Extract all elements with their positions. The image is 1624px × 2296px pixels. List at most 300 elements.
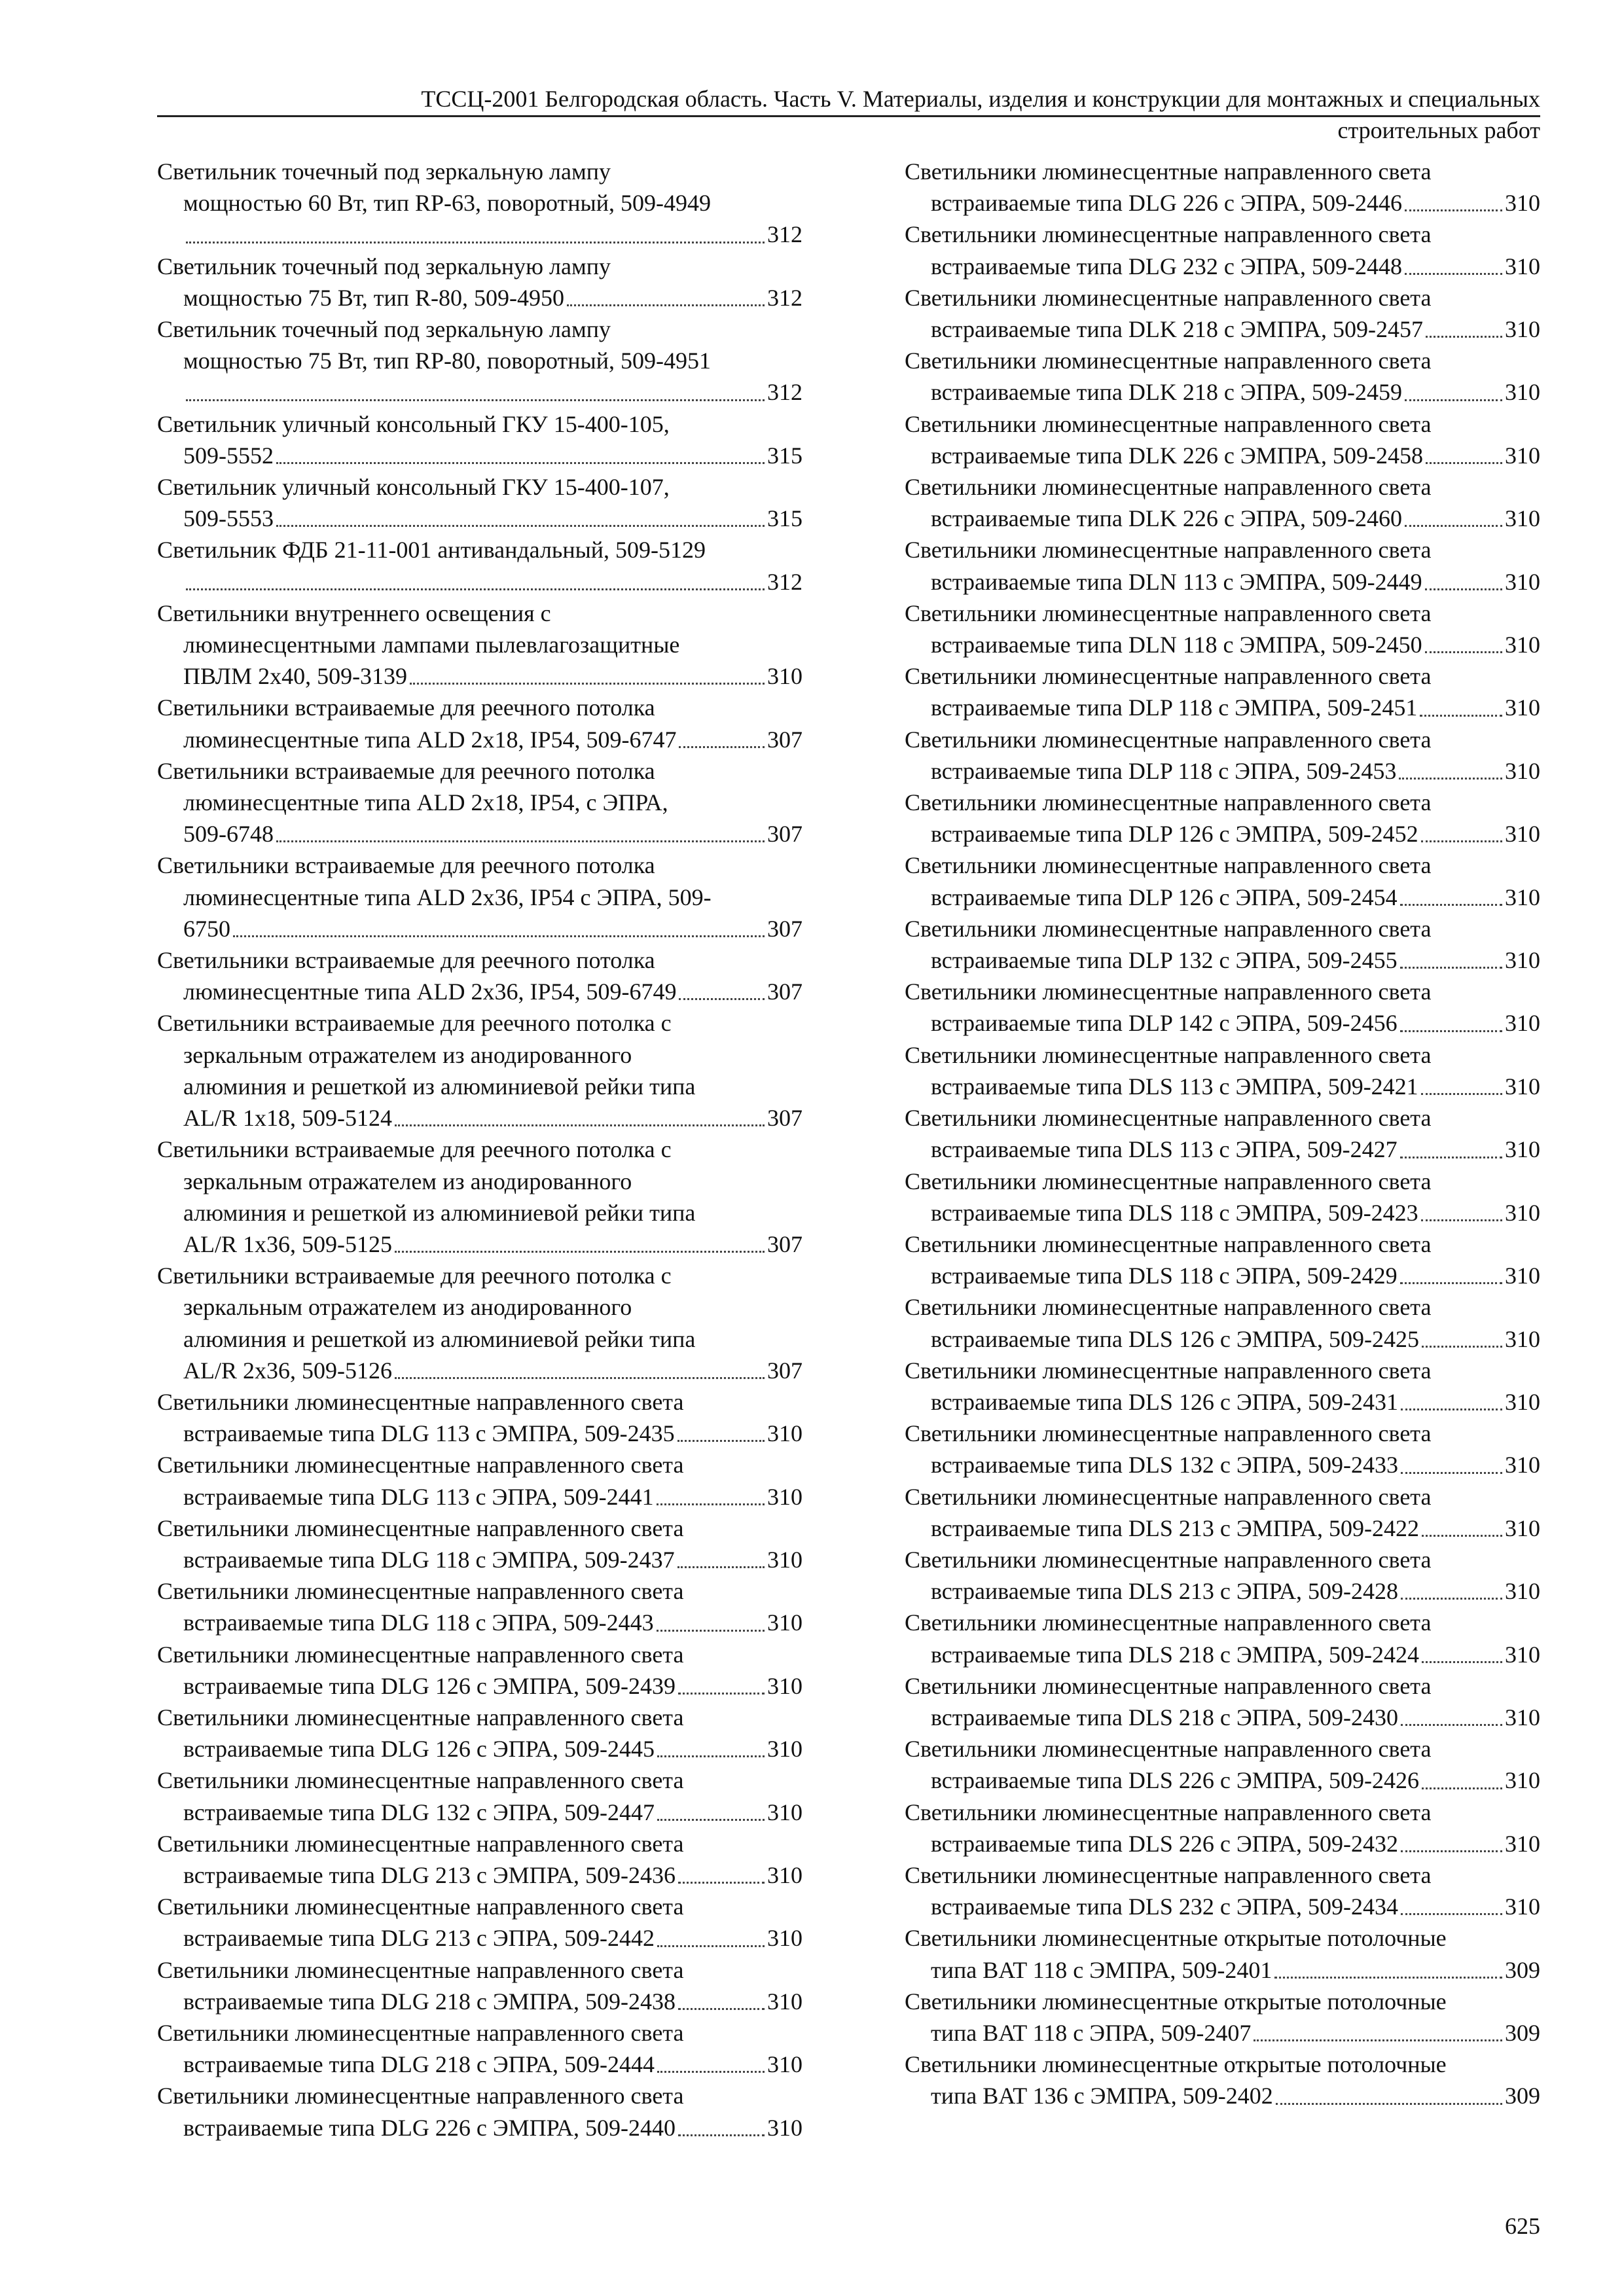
entry-page-ref: 310 bbox=[1505, 1325, 1540, 1352]
entry-title: Светильники люминесцентные направленного света bbox=[157, 1452, 684, 1479]
index-entry bbox=[905, 534, 1540, 597]
entry-page-ref: 310 bbox=[767, 663, 803, 690]
index-entry bbox=[157, 1134, 803, 1260]
entry-title: Светильники люминесцентные направленного света bbox=[905, 1672, 1432, 1699]
dot-leader bbox=[1422, 1787, 1502, 1789]
entry-continuation: алюминия и решеткой из алюминиевой рейки типа bbox=[183, 1199, 696, 1226]
entry-tail-text: встраиваемые типа DLP 118 с ЭМПРА, 509-2451 bbox=[931, 694, 1418, 721]
entry-title: Светильники люминесцентные направленного света bbox=[905, 1799, 1432, 1825]
entry-page-ref: 310 bbox=[767, 1420, 803, 1447]
index-entry bbox=[157, 1007, 803, 1134]
index-entry bbox=[905, 1797, 1540, 1859]
entry-last-line bbox=[157, 1355, 803, 1386]
entry-tail-text: ПВЛМ 2x40, 509-3139 bbox=[183, 663, 408, 690]
entry-title: Светильники люминесцентные направленного света bbox=[157, 1830, 684, 1857]
index-entry bbox=[157, 1954, 803, 2017]
entry-tail-text: люминесцентные типа ALD 2x18, IP54, 509-6747 bbox=[183, 726, 677, 753]
entry-tail-text: встраиваемые типа DLG 226 с ЭМПРА, 509-2440 bbox=[183, 2114, 676, 2141]
entry-page-ref: 310 bbox=[1505, 1010, 1540, 1037]
entry-title: Светильники люминесцентные направленного света bbox=[905, 158, 1432, 185]
entry-title: Светильники люминесцентные направленного света bbox=[905, 1041, 1432, 1068]
entry-last-line bbox=[905, 1513, 1540, 1544]
entry-tail-text: встраиваемые типа DLS 113 с ЭПРА, 509-2427 bbox=[931, 1136, 1398, 1163]
entry-tail-text: встраиваемые типа DLS 118 с ЭМПРА, 509-2423 bbox=[931, 1199, 1418, 1226]
entry-last-line bbox=[905, 440, 1540, 471]
entry-last-line bbox=[157, 1102, 803, 1134]
entry-tail-text: встраиваемые типа DLG 218 с ЭМПРА, 509-2438 bbox=[183, 1988, 676, 2015]
entry-tail-text: встраиваемые типа DLP 126 с ЭПРА, 509-2454 bbox=[931, 884, 1398, 910]
index-entry bbox=[157, 314, 803, 408]
entry-title: Светильники люминесцентные направленного света bbox=[905, 410, 1432, 437]
entry-title: Светильники люминесцентные направленного света bbox=[905, 600, 1432, 626]
entry-tail-text: встраиваемые типа DLK 218 с ЭМПРА, 509-2457 bbox=[931, 316, 1423, 343]
entry-last-line bbox=[157, 503, 803, 534]
dot-leader bbox=[1400, 1282, 1502, 1284]
dot-leader bbox=[276, 525, 765, 527]
entry-title: Светильники люминесцентные направленного света bbox=[157, 1515, 684, 1541]
entry-tail-text: AL/R 1x36, 509-5125 bbox=[183, 1230, 392, 1257]
entry-last-line bbox=[905, 1954, 1540, 1986]
entry-title: Светильник уличный консольный ГКУ 15-400-107, bbox=[157, 474, 670, 501]
dot-leader bbox=[679, 746, 765, 748]
entry-tail-text: типа BAT 118 с ЭПРА, 509-2407 bbox=[931, 2019, 1252, 2046]
index-entry bbox=[905, 282, 1540, 345]
entry-page-ref: 310 bbox=[767, 1736, 803, 1763]
entry-last-line bbox=[905, 755, 1540, 787]
entry-title: Светильники встраиваемые для реечного потолка bbox=[157, 947, 655, 974]
entry-page-ref: 310 bbox=[1505, 1388, 1540, 1415]
entry-title: Светильники люминесцентные направленного света bbox=[905, 1105, 1432, 1132]
entry-title: Светильники встраиваемые для реечного потолка с bbox=[157, 1263, 672, 1289]
index-entry bbox=[905, 1418, 1540, 1480]
entry-last-line bbox=[157, 1797, 803, 1828]
dot-leader bbox=[186, 242, 765, 243]
entry-page-ref: 310 bbox=[1505, 1767, 1540, 1794]
entry-tail-text: встраиваемые типа DLS 126 с ЭПРА, 509-2431 bbox=[931, 1388, 1399, 1415]
entry-last-line bbox=[157, 1922, 803, 1954]
entry-last-line bbox=[157, 724, 803, 755]
index-entry bbox=[905, 850, 1540, 912]
entry-title: Светильники люминесцентные направленного света bbox=[905, 1736, 1432, 1763]
entry-tail-text: встраиваемые типа DLS 226 с ЭПРА, 509-2432 bbox=[931, 1830, 1399, 1857]
dot-leader bbox=[1422, 1661, 1502, 1663]
entry-page-ref: 310 bbox=[767, 1925, 803, 1952]
entry-last-line bbox=[157, 282, 803, 314]
entry-continuation: зеркальным отражателем из анодированного bbox=[183, 1168, 632, 1194]
entry-tail-text: встраиваемые типа DLN 113 с ЭМПРА, 509-2449 bbox=[931, 568, 1422, 595]
entry-title: Светильники люминесцентные направленного света bbox=[905, 1861, 1432, 1888]
entry-page-ref: 310 bbox=[1505, 632, 1540, 658]
entry-title: Светильники люминесцентные направленного света bbox=[905, 1294, 1432, 1321]
entry-page-ref: 307 bbox=[767, 726, 803, 753]
entry-tail-text: встраиваемые типа DLG 126 с ЭМПРА, 509-2439 bbox=[183, 1672, 676, 1699]
dot-leader bbox=[678, 1882, 765, 1884]
entry-tail-text: встраиваемые типа DLG 232 с ЭПРА, 509-2448 bbox=[931, 253, 1402, 279]
entry-title: Светильники встраиваемые для реечного потолка с bbox=[157, 1136, 672, 1163]
dot-leader bbox=[186, 399, 765, 401]
entry-page-ref: 309 bbox=[1505, 1956, 1540, 1983]
entry-tail-text: люминесцентные типа ALD 2x36, IP54, 509-6749 bbox=[183, 978, 677, 1005]
index-entry bbox=[905, 976, 1540, 1039]
entry-last-line bbox=[905, 1197, 1540, 1229]
index-entry bbox=[157, 692, 803, 755]
entry-title: Светильники люминесцентные направленного света bbox=[157, 1893, 684, 1920]
entry-tail-text: встраиваемые типа DLP 126 с ЭМПРА, 509-2452 bbox=[931, 821, 1418, 848]
entry-page-ref: 310 bbox=[1505, 821, 1540, 848]
entry-title: Светильники встраиваемые для реечного потолка с bbox=[157, 1010, 672, 1037]
index-entry bbox=[905, 2049, 1540, 2111]
dot-leader bbox=[1400, 967, 1502, 969]
entry-page-ref: 312 bbox=[767, 568, 803, 595]
dot-leader bbox=[1405, 525, 1502, 527]
entry-last-line bbox=[905, 692, 1540, 723]
entry-title: Светильник точечный под зеркальную лампу bbox=[157, 316, 611, 343]
entry-last-line bbox=[905, 1134, 1540, 1165]
entry-title: Светильники люминесцентные направленного света bbox=[905, 1546, 1432, 1573]
index-entry bbox=[157, 471, 803, 534]
entry-title: Светильники люминесцентные направленного света bbox=[905, 1168, 1432, 1194]
entry-tail-text: встраиваемые типа DLG 226 с ЭПРА, 509-2446 bbox=[931, 190, 1402, 217]
entry-tail-text: встраиваемые типа DLG 118 с ЭМПРА, 509-2437 bbox=[183, 1546, 675, 1573]
entry-last-line bbox=[157, 1607, 803, 1638]
entry-last-line bbox=[157, 1544, 803, 1575]
entry-title: Светильники люминесцентные направленного света bbox=[905, 852, 1432, 879]
dot-leader bbox=[1425, 651, 1502, 653]
entry-page-ref: 310 bbox=[767, 1672, 803, 1699]
dot-leader bbox=[1422, 1535, 1502, 1537]
dot-leader bbox=[1401, 1724, 1502, 1726]
entry-title: Светильники люминесцентные направленного света bbox=[157, 1767, 684, 1794]
entry-page-ref: 307 bbox=[767, 821, 803, 848]
index-entry bbox=[905, 1670, 1540, 1733]
dot-leader bbox=[677, 1440, 765, 1442]
index-entry bbox=[905, 1607, 1540, 1670]
entry-title: Светильники люминесцентные направленного света bbox=[905, 1483, 1432, 1510]
entry-page-ref: 310 bbox=[1505, 568, 1540, 595]
dot-leader bbox=[1400, 904, 1502, 906]
dot-leader bbox=[1399, 778, 1502, 780]
entry-continuation: зеркальным отражателем из анодированного bbox=[183, 1041, 632, 1068]
entry-last-line bbox=[157, 1733, 803, 1765]
index-entry bbox=[157, 1513, 803, 1575]
entry-tail-text: встраиваемые типа DLG 113 с ЭПРА, 509-2441 bbox=[183, 1483, 654, 1510]
index-entry bbox=[905, 1229, 1540, 1291]
entry-page-ref: 310 bbox=[767, 1799, 803, 1825]
index-entry bbox=[905, 598, 1540, 660]
dot-leader bbox=[1401, 1472, 1502, 1474]
index-entry bbox=[905, 156, 1540, 219]
entry-continuation: алюминия и решеткой из алюминиевой рейки типа bbox=[183, 1325, 696, 1352]
entry-page-ref: 310 bbox=[1505, 1136, 1540, 1163]
entry-title: Светильники люминесцентные направленного света bbox=[905, 221, 1432, 248]
dot-leader bbox=[1420, 715, 1502, 717]
running-header: ТССЦ-2001 Белгородская область. Часть V. Материалы, изделия и конструкции для монтажных и специальных bbox=[157, 84, 1540, 117]
dot-leader bbox=[1405, 399, 1502, 401]
dot-leader bbox=[657, 1819, 765, 1821]
dot-leader bbox=[1401, 1598, 1502, 1600]
entry-page-ref: 310 bbox=[1505, 1578, 1540, 1605]
entry-last-line bbox=[157, 1418, 803, 1449]
entry-page-ref: 309 bbox=[1505, 2083, 1540, 2109]
index-entry bbox=[157, 156, 803, 251]
entry-last-line bbox=[157, 566, 803, 598]
entry-tail-text: встраиваемые типа DLP 118 с ЭПРА, 509-2453 bbox=[931, 757, 1397, 784]
entry-last-line bbox=[905, 1702, 1540, 1733]
entry-tail-text: типа BAT 136 с ЭМПРА, 509-2402 bbox=[931, 2083, 1273, 2109]
entry-page-ref: 315 bbox=[767, 505, 803, 532]
dot-leader bbox=[186, 588, 765, 590]
entry-page-ref: 310 bbox=[1505, 316, 1540, 343]
entry-last-line bbox=[905, 1828, 1540, 1859]
index-entry bbox=[905, 1039, 1540, 1102]
dot-leader bbox=[1274, 1977, 1502, 1979]
dot-leader bbox=[1422, 1346, 1502, 1348]
entry-last-line bbox=[905, 251, 1540, 282]
entry-page-ref: 310 bbox=[1505, 694, 1540, 721]
entry-tail-text: встраиваемые типа DLS 232 с ЭПРА, 509-2434 bbox=[931, 1893, 1399, 1920]
entry-last-line bbox=[905, 1891, 1540, 1922]
dot-leader bbox=[276, 462, 765, 464]
entry-last-line bbox=[157, 1481, 803, 1513]
dot-leader bbox=[395, 1251, 765, 1253]
entry-page-ref: 312 bbox=[767, 221, 803, 248]
entry-last-line bbox=[905, 2017, 1540, 2049]
entry-tail-text: 6750 bbox=[183, 915, 230, 942]
entry-page-ref: 307 bbox=[767, 1357, 803, 1384]
entry-page-ref: 310 bbox=[1505, 442, 1540, 469]
entry-tail-text: встраиваемые типа DLS 213 с ЭПРА, 509-2428 bbox=[931, 1578, 1399, 1605]
entry-tail-text: встраиваемые типа DLS 113 с ЭМПРА, 509-2421 bbox=[931, 1073, 1418, 1100]
entry-tail-text: AL/R 2x36, 509-5126 bbox=[183, 1357, 392, 1384]
entry-tail-text: типа BAT 118 с ЭМПРА, 509-2401 bbox=[931, 1956, 1272, 1983]
index-entry bbox=[905, 219, 1540, 281]
index-entry bbox=[157, 755, 803, 850]
index-entry bbox=[905, 724, 1540, 787]
dot-leader bbox=[1426, 462, 1502, 464]
entry-last-line bbox=[905, 1575, 1540, 1607]
dot-leader bbox=[1405, 273, 1502, 275]
entry-title: Светильники люминесцентные открытые потолочные bbox=[905, 1925, 1447, 1952]
dot-leader bbox=[1400, 1157, 1502, 1158]
entry-tail-text: AL/R 1x18, 509-5124 bbox=[183, 1105, 392, 1132]
entry-title: Светильники люминесцентные направленного света bbox=[905, 284, 1432, 311]
index-entry bbox=[157, 1765, 803, 1827]
index-entry bbox=[905, 1733, 1540, 1796]
entry-page-ref: 310 bbox=[767, 1609, 803, 1636]
index-entry bbox=[157, 1702, 803, 1765]
index-entry bbox=[905, 408, 1540, 471]
index-column-left bbox=[157, 156, 803, 2144]
entry-tail-text: встраиваемые типа DLP 142 с ЭПРА, 509-2456 bbox=[931, 1010, 1398, 1037]
dot-leader bbox=[1421, 1093, 1502, 1095]
entry-title: Светильники люминесцентные направленного света bbox=[905, 789, 1432, 816]
entry-page-ref: 310 bbox=[1505, 1452, 1540, 1479]
entry-tail-text: встраиваемые типа DLS 118 с ЭПРА, 509-2429 bbox=[931, 1263, 1398, 1289]
entry-title: Светильники люминесцентные направленного света bbox=[905, 537, 1432, 564]
index-entry bbox=[905, 1859, 1540, 1922]
entry-continuation: люминесцентными лампами пылевлагозащитные bbox=[183, 632, 680, 658]
entry-tail-text: 509-5552 bbox=[183, 442, 274, 469]
index-entry bbox=[157, 534, 803, 597]
entry-last-line bbox=[905, 1260, 1540, 1291]
dot-leader bbox=[679, 998, 765, 1000]
entry-title: Светильники люминесцентные направленного света bbox=[905, 978, 1432, 1005]
entry-page-ref: 312 bbox=[767, 284, 803, 311]
entry-page-ref: 315 bbox=[767, 442, 803, 469]
index-entry bbox=[157, 598, 803, 692]
entry-title: Светильники люминесцентные направленного света bbox=[905, 1609, 1432, 1636]
entry-title: Светильники люминесцентные направленного света bbox=[905, 915, 1432, 942]
dot-leader bbox=[276, 840, 765, 842]
entry-last-line bbox=[905, 1071, 1540, 1102]
dot-leader bbox=[1254, 2039, 1502, 2041]
dot-leader bbox=[657, 1755, 765, 1757]
index-entry bbox=[905, 1481, 1540, 1544]
entry-last-line bbox=[157, 376, 803, 408]
entry-title: Светильники люминесцентные направленного света bbox=[905, 663, 1432, 690]
dot-leader bbox=[657, 1630, 765, 1632]
index-entry bbox=[157, 1828, 803, 1891]
dot-leader bbox=[657, 1503, 765, 1505]
dot-leader bbox=[1421, 840, 1502, 842]
entry-title: Светильники люминесцентные направленного света bbox=[905, 1420, 1432, 1447]
entry-title: Светильник ФДБ 21-11-001 антивандальный, 509-5129 bbox=[157, 537, 706, 564]
entry-continuation: мощностью 60 Вт, тип RP-63, поворотный, 509-4949 bbox=[183, 190, 711, 217]
entry-page-ref: 310 bbox=[1505, 947, 1540, 974]
entry-title: Светильники люминесцентные открытые потолочные bbox=[905, 1988, 1447, 2015]
entry-title: Светильник уличный консольный ГКУ 15-400-105, bbox=[157, 410, 670, 437]
entry-page-ref: 310 bbox=[767, 1546, 803, 1573]
index-entry bbox=[905, 1166, 1540, 1229]
dot-leader bbox=[567, 304, 765, 306]
entry-title: Светильники люминесцентные направленного света bbox=[905, 1357, 1432, 1384]
entry-last-line bbox=[157, 219, 803, 250]
dot-leader bbox=[1400, 1030, 1502, 1032]
running-header-continuation: строительных работ bbox=[1337, 117, 1540, 143]
entry-title: Светильники люминесцентные направленного света bbox=[157, 2083, 684, 2109]
entry-last-line bbox=[157, 660, 803, 692]
entry-tail-text: 509-5553 bbox=[183, 505, 274, 532]
entry-tail-text: встраиваемые типа DLS 218 с ЭПРА, 509-2430 bbox=[931, 1704, 1399, 1731]
entry-page-ref: 310 bbox=[1505, 190, 1540, 217]
entry-tail-text: встраиваемые типа DLS 126 с ЭМПРА, 509-2425 bbox=[931, 1325, 1420, 1352]
entry-title: Светильники люминесцентные открытые потолочные bbox=[905, 2051, 1447, 2078]
entry-tail-text: мощностью 75 Вт, тип R-80, 509-4950 bbox=[183, 284, 564, 311]
entry-title: Светильники люминесцентные направленного света bbox=[157, 1641, 684, 1668]
entry-tail-text: встраиваемые типа DLG 113 с ЭМПРА, 509-2435 bbox=[183, 1420, 675, 1447]
dot-leader bbox=[1426, 336, 1502, 338]
entry-title: Светильники люминесцентные направленного света bbox=[157, 1956, 684, 1983]
entry-page-ref: 310 bbox=[767, 1988, 803, 2015]
entry-title: Светильники люминесцентные направленного света bbox=[157, 1704, 684, 1731]
dot-leader bbox=[657, 2071, 765, 2073]
entry-title: Светильники встраиваемые для реечного потолка bbox=[157, 757, 655, 784]
entry-last-line bbox=[905, 944, 1540, 976]
entry-page-ref: 310 bbox=[1505, 1515, 1540, 1541]
entry-last-line bbox=[157, 1986, 803, 2017]
entry-last-line bbox=[905, 376, 1540, 408]
index-entry bbox=[157, 850, 803, 944]
index-entry bbox=[905, 660, 1540, 723]
entry-tail-text: встраиваемые типа DLS 226 с ЭМПРА, 509-2426 bbox=[931, 1767, 1420, 1794]
dot-leader bbox=[410, 683, 765, 685]
index-entry bbox=[157, 251, 803, 314]
entry-tail-text: встраиваемые типа DLP 132 с ЭПРА, 509-2455 bbox=[931, 947, 1398, 974]
index-entry bbox=[157, 1891, 803, 1954]
entry-title: Светильник точечный под зеркальную лампу bbox=[157, 158, 611, 185]
index-entry bbox=[157, 1575, 803, 1638]
entry-page-ref: 310 bbox=[1505, 884, 1540, 910]
dot-leader bbox=[1405, 209, 1502, 211]
entry-continuation: люминесцентные типа ALD 2x36, IP54 с ЭПРА, 509- bbox=[183, 884, 712, 910]
entry-title: Светильники люминесцентные направленного света bbox=[905, 348, 1432, 374]
entry-last-line bbox=[905, 187, 1540, 219]
entry-last-line bbox=[905, 1386, 1540, 1418]
index-entry bbox=[905, 471, 1540, 534]
entry-last-line bbox=[157, 1859, 803, 1891]
entry-page-ref: 307 bbox=[767, 1105, 803, 1132]
entry-last-line bbox=[157, 2049, 803, 2080]
entry-last-line bbox=[157, 2112, 803, 2144]
entry-page-ref: 310 bbox=[1505, 1263, 1540, 1289]
entry-last-line bbox=[905, 1765, 1540, 1796]
entry-tail-text: встраиваемые типа DLG 213 с ЭМПРА, 509-2436 bbox=[183, 1861, 676, 1888]
entry-page-ref: 307 bbox=[767, 1230, 803, 1257]
index-entry bbox=[905, 1102, 1540, 1165]
entry-last-line bbox=[157, 1670, 803, 1702]
entry-last-line bbox=[157, 818, 803, 850]
dot-leader bbox=[677, 1566, 765, 1568]
entry-title: Светильники люминесцентные направленного света bbox=[157, 1578, 684, 1605]
entry-tail-text: встраиваемые типа DLK 226 с ЭПРА, 509-2460 bbox=[931, 505, 1402, 532]
index-entry bbox=[157, 408, 803, 471]
entry-page-ref: 310 bbox=[1505, 1199, 1540, 1226]
entry-page-ref: 312 bbox=[767, 379, 803, 406]
entry-page-ref: 310 bbox=[1505, 1641, 1540, 1668]
entry-last-line bbox=[157, 440, 803, 471]
entry-page-ref: 309 bbox=[1505, 2019, 1540, 2046]
entry-last-line bbox=[905, 882, 1540, 913]
entry-tail-text: 509-6748 bbox=[183, 821, 274, 848]
entry-continuation: люминесцентные типа ALD 2x18, IP54, с ЭПРА, bbox=[183, 789, 668, 816]
entry-tail-text: встраиваемые типа DLG 132 с ЭПРА, 509-2447 bbox=[183, 1799, 655, 1825]
dot-leader bbox=[233, 935, 765, 937]
entry-title: Светильники люминесцентные направленного света bbox=[157, 2019, 684, 2046]
entry-page-ref: 310 bbox=[1505, 757, 1540, 784]
entry-continuation: мощностью 75 Вт, тип RP-80, поворотный, 509-4951 bbox=[183, 348, 711, 374]
entry-page-ref: 310 bbox=[1505, 505, 1540, 532]
entry-last-line bbox=[905, 1007, 1540, 1039]
entry-page-ref: 310 bbox=[1505, 1704, 1540, 1731]
entry-tail-text: встраиваемые типа DLN 118 с ЭМПРА, 509-2450 bbox=[931, 632, 1422, 658]
index-entry bbox=[157, 1639, 803, 1702]
entry-page-ref: 307 bbox=[767, 915, 803, 942]
dot-leader bbox=[1425, 588, 1502, 590]
dot-leader bbox=[1276, 2103, 1502, 2105]
index-entry bbox=[157, 1260, 803, 1386]
entry-page-ref: 310 bbox=[767, 2051, 803, 2078]
entry-last-line bbox=[157, 913, 803, 944]
entry-tail-text: встраиваемые типа DLS 213 с ЭМПРА, 509-2422 bbox=[931, 1515, 1420, 1541]
entry-title: Светильники люминесцентные направленного света bbox=[905, 1230, 1432, 1257]
entry-title: Светильники встраиваемые для реечного потолка bbox=[157, 694, 655, 721]
entry-tail-text: встраиваемые типа DLG 213 с ЭПРА, 509-2442 bbox=[183, 1925, 655, 1952]
dot-leader bbox=[678, 2134, 765, 2136]
dot-leader bbox=[395, 1377, 765, 1379]
entry-last-line bbox=[905, 629, 1540, 660]
entry-tail-text: встраиваемые типа DLG 118 с ЭПРА, 509-2443 bbox=[183, 1609, 654, 1636]
entry-page-ref: 310 bbox=[767, 1483, 803, 1510]
